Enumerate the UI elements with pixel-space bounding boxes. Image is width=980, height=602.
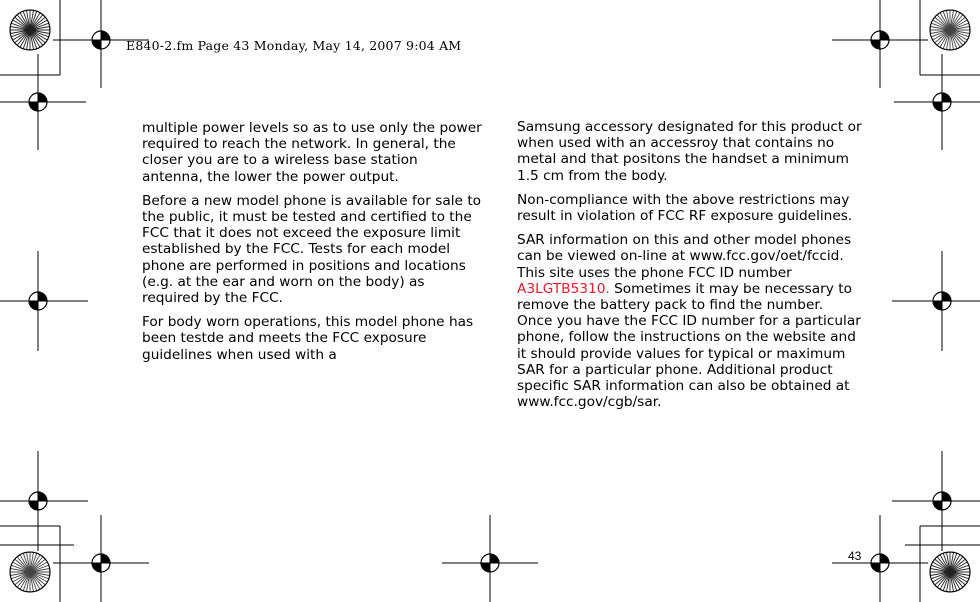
fcc-id-number: A3LGTB5310. — [517, 280, 610, 297]
file-header: E840-2.fm Page 43 Monday, May 14, 2007 9:04 AM — [126, 38, 462, 53]
target-quadrant — [38, 492, 47, 501]
paragraph: Before a new model phone is available for sale to the public, it must be tested and certified to the FCC that it does not exceed the exposure limit established by the FCC. Tests for each model phone are performed in positions and locations (e.g. at the ear and worn on the body) as required by the FCC. — [142, 192, 482, 307]
left-column — [142, 120, 482, 371]
sar-text-before: SAR information on this and other model phones can be viewed on-line at www.fcc.gov/oet/fccid. This site uses the phone FCC ID number — [517, 232, 852, 281]
target-quadrant — [92, 563, 101, 572]
target-quadrant — [38, 292, 47, 301]
target-quadrant — [942, 292, 951, 301]
target-quadrant — [481, 563, 490, 572]
target-quadrant — [29, 501, 38, 510]
paragraph: For body worn operations, this model phone has been testde and meets the FCC exposure guidelines when used with a — [142, 314, 474, 363]
target-quadrant — [490, 554, 499, 563]
target-quadrant — [933, 102, 942, 111]
sar-paragraph — [517, 232, 862, 410]
target-quadrant — [933, 501, 942, 510]
target-quadrant — [871, 40, 880, 49]
right-column — [517, 119, 862, 418]
paragraph: Samsung accessory designated for this product or when used with an accessroy that contains no metal and that positons the handset a minimum 1.5 cm from the body. — [517, 119, 862, 184]
target-quadrant — [92, 40, 101, 49]
paragraph: multiple power levels so as to use only the power required to reach the network. In general, the closer you are to a wireless base station antenna, the lower the power output. — [142, 120, 482, 185]
target-quadrant — [942, 93, 951, 102]
paragraph: Non-compliance with the above restrictions may result in violation of FCC RF exposure guidelines. — [517, 191, 853, 225]
target-quadrant — [942, 492, 951, 501]
target-quadrant — [101, 554, 110, 563]
sar-text-after: Sometimes it may be necessary to remove the battery pack to find the number. Once you have the FCC ID number for a particular phone, follow the instructions on the website and it should provide values for typical or maximum SAR for a particular phone. Additional product specific SAR information can also be obtained at www.fcc.gov/cgb/sar. — [517, 280, 861, 411]
target-quadrant — [29, 102, 38, 111]
target-quadrant — [933, 301, 942, 310]
page-number: 43 — [848, 549, 862, 563]
target-quadrant — [880, 31, 889, 40]
target-quadrant — [871, 563, 880, 572]
target-quadrant — [29, 301, 38, 310]
target-quadrant — [101, 31, 110, 40]
target-quadrant — [38, 93, 47, 102]
target-quadrant — [880, 554, 889, 563]
